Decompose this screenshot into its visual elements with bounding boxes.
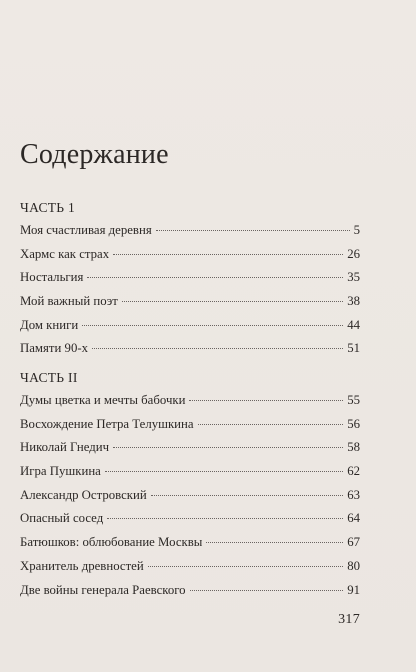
toc-entry[interactable] [20,221,360,245]
dot-leader [113,253,343,255]
dot-leader [87,276,343,278]
dot-leader [206,541,343,543]
toc-entry-title: Ностальгия [20,270,84,285]
toc-entry[interactable] [20,245,360,269]
toc-entry[interactable] [20,292,360,316]
toc-entry-title: Думы цветка и мечты бабочки [20,393,186,407]
dot-leader [148,565,343,567]
toc-entry-page: 80 [347,558,360,573]
dot-leader [190,589,344,591]
toc-entry[interactable] [20,581,360,605]
toc-entry-page: 67 [347,535,360,550]
toc-entry-title: Опасный сосед [20,511,104,526]
toc-entry-title: Хранитель древностей [20,558,144,573]
toc-entry[interactable] [20,557,360,581]
toc-entry-page: 35 [347,270,360,285]
toc-entry[interactable] [20,438,360,462]
toc-list-part-2 [20,391,360,604]
toc-entry-page: 51 [347,341,360,356]
dot-leader [151,494,343,496]
toc-entry[interactable] [20,391,360,415]
toc-list-part-1 [20,221,360,363]
toc-entry-page: 44 [347,317,360,332]
toc-entry-title: Восхождение Петра Телушкина [20,416,194,431]
toc-entry-title: Батюшков: облюбование Москвы [20,535,203,550]
part-heading-1: ЧАСТЬ 1 [20,200,76,215]
dot-leader [92,347,343,349]
toc-entry-page: 63 [347,487,360,502]
toc-entry[interactable] [20,462,360,486]
toc-entry-title: Памяти 90-х [20,341,89,356]
dot-leader [189,399,343,401]
toc-entry-title: Мой важный поэт [20,294,118,309]
toc-entry[interactable] [20,486,360,510]
dot-leader [156,229,350,231]
dot-leader [82,324,343,326]
part-heading-2: ЧАСТЬ II [20,370,78,385]
toc-entry-page: 5 [353,223,360,237]
toc-entry-page: 55 [347,393,360,407]
page-title: Содержание [20,139,169,170]
toc-entry[interactable] [20,415,360,439]
dot-leader [122,300,343,302]
dot-leader [198,423,344,425]
toc-entry-title: Дом книги [20,317,79,332]
toc-entry-title: Две войны генерала Раевского [20,582,186,597]
toc-entry-page: 56 [347,416,360,431]
page-number: 317 [338,612,360,627]
toc-entry-title: Моя счастливая деревня [20,223,152,237]
toc-entry-page: 38 [347,294,360,309]
toc-entry[interactable] [20,509,360,533]
toc-entry-title: Игра Пушкина [20,464,101,479]
toc-entry-page: 91 [347,582,360,597]
toc-entry[interactable] [20,316,360,340]
toc-entry-title: Хармс как страх [20,246,110,261]
dot-leader [107,517,343,519]
toc-entry-page: 26 [347,246,360,261]
toc-entry[interactable] [20,268,360,292]
toc-entry-page: 62 [347,464,360,479]
toc-entry-page: 58 [347,440,360,455]
toc-entry-page: 64 [347,511,360,526]
toc-entry-title: Николай Гнедич [20,440,110,455]
toc-entry-title: Александр Островский [20,487,147,502]
toc-entry[interactable] [20,339,360,363]
dot-leader [105,470,343,472]
toc-entry[interactable] [20,533,360,557]
dot-leader [113,446,343,448]
